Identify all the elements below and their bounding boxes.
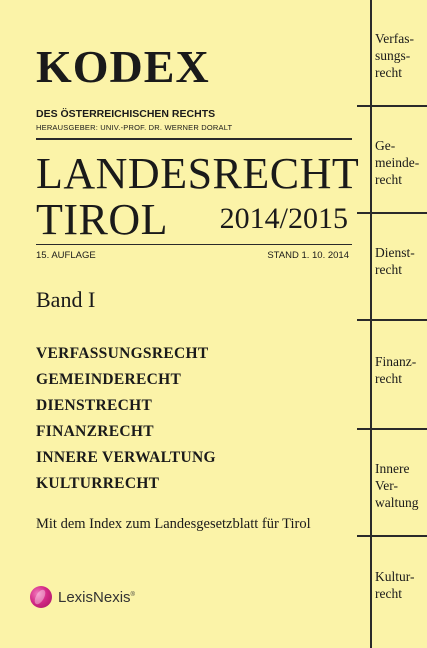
- tab-label: Kultur- recht: [375, 569, 415, 601]
- tab-label: Innere Ver- waltung: [375, 461, 419, 510]
- brand-subtitle: DES ÖSTERREICHISCHEN RECHTS: [36, 108, 216, 120]
- edition-number: 15. AUFLAGE: [36, 250, 96, 261]
- tab-label: Verfas- sungs- recht: [375, 31, 414, 80]
- topic-item: DIENSTRECHT: [36, 397, 153, 414]
- divider-top: [36, 138, 352, 140]
- editor-line: HERAUSGEBER: UNIV.-PROF. DR. WERNER DORALT: [36, 123, 233, 132]
- tab-innere-verwaltung: [357, 430, 427, 537]
- tab-verfassungsrecht: [357, 0, 427, 107]
- tab-label: Dienst- recht: [375, 245, 415, 277]
- brand-title: KODEX: [36, 41, 210, 92]
- topic-item: VERFASSUNGSRECHT: [36, 345, 209, 362]
- tab-finanzrecht: [357, 323, 427, 430]
- edition-date: STAND 1. 10. 2014: [267, 250, 349, 261]
- divider-bottom: [36, 244, 352, 245]
- publisher-logo: [30, 586, 135, 608]
- index-note: Mit dem Index zum Landesgesetzblatt für Tirol: [36, 516, 311, 532]
- thumb-index-sidebar: [357, 0, 427, 648]
- title-line-2: TIROL: [36, 195, 169, 244]
- tab-label: Ge- meinde- recht: [375, 138, 420, 187]
- edition-years: 2014/2015: [219, 202, 348, 235]
- tab-kulturrecht: [357, 538, 427, 645]
- topic-item: KULTURRECHT: [36, 475, 160, 492]
- title-line-1: LANDESRECHT: [36, 149, 360, 198]
- publisher-name: LexisNexis®: [58, 588, 135, 606]
- volume-label: Band I: [36, 287, 96, 312]
- tab-gemeinderecht: [357, 107, 427, 214]
- tab-label: Finanz- recht: [375, 354, 417, 386]
- tab-dienstrecht: [357, 214, 427, 321]
- topic-item: FINANZRECHT: [36, 423, 154, 440]
- topic-item: GEMEINDERECHT: [36, 371, 182, 388]
- lexisnexis-logo-icon: [30, 586, 52, 608]
- topics-list: [36, 341, 216, 497]
- topic-item: INNERE VERWALTUNG: [36, 449, 216, 466]
